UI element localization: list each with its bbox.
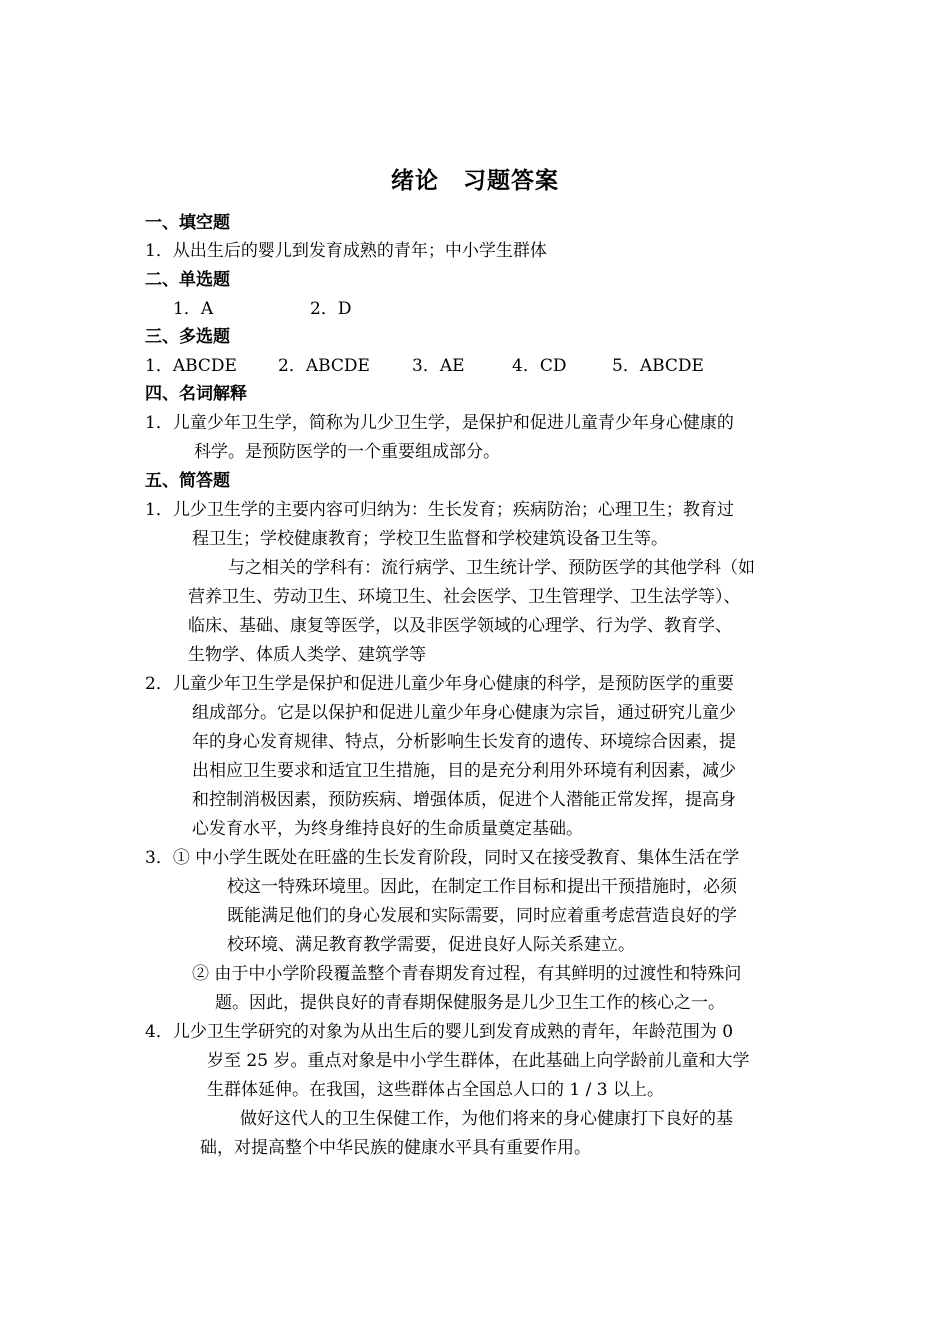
short-line: 4．儿少卫生学研究的对象为从出生后的婴儿到发育成熟的青年，年龄范围为 0	[145, 1022, 734, 1042]
section-heading-single: 二、单选题	[145, 270, 230, 290]
multi-answer-1: 1．ABCDE	[145, 356, 237, 376]
section-heading-fill: 一、填空题	[145, 213, 230, 233]
short-line: 程卫生；学校健康教育；学校卫生监督和学校建筑设备卫生等。	[192, 529, 668, 549]
short-line: 营养卫生、劳动卫生、环境卫生、社会医学、卫生管理学、卫生法学等）、	[188, 587, 741, 607]
short-line: 生物学、体质人类学、建筑学等	[188, 645, 426, 665]
multi-answer-3: 3．AE	[412, 356, 465, 376]
section-heading-multi: 三、多选题	[145, 327, 230, 347]
short-line: 做好这代人的卫生保健工作，为他们将来的身心健康打下良好的基	[240, 1109, 733, 1129]
short-line: 出相应卫生要求和适宜卫生措施，目的是充分利用外环境有利因素，减少	[192, 761, 736, 781]
page-title: 绪论 习题答案	[391, 168, 559, 194]
fill-answer-1: 1．从出生后的婴儿到发育成熟的青年；中小学生群体	[145, 241, 547, 261]
short-line: 和控制消极因素，预防疾病、增强体质，促进个人潜能正常发挥，提高身	[192, 790, 736, 810]
short-line: 3．① 中小学生既处在旺盛的生长发育阶段，同时又在接受教育、集体生活在学	[145, 848, 740, 868]
terms-line-2: 科学。是预防医学的一个重要组成部分。	[194, 442, 500, 462]
section-heading-short: 五、简答题	[145, 471, 230, 491]
short-line: 与之相关的学科有：流行病学、卫生统计学、预防医学的其他学科（如	[228, 558, 755, 578]
short-line: 岁至 25 岁。重点对象是中小学生群体，在此基础上向学龄前儿童和大学	[207, 1051, 750, 1071]
multi-answer-4: 4．CD	[512, 356, 567, 376]
short-line: 校这一特殊环境里。因此，在制定工作目标和提出干预措施时，必须	[227, 877, 737, 897]
short-line: 1．儿少卫生学的主要内容可归纳为：生长发育；疾病防治；心理卫生；教育过	[145, 500, 734, 520]
short-line: 2．儿童少年卫生学是保护和促进儿童少年身心健康的科学，是预防医学的重要	[145, 674, 734, 694]
short-line: 临床、基础、康复等医学，以及非医学领域的心理学、行为学、教育学、	[188, 616, 732, 636]
multi-answer-5: 5．ABCDE	[612, 356, 704, 376]
short-line: 生群体延伸。在我国，这些群体占全国总人口的 1 / 3 以上。	[207, 1080, 664, 1100]
single-answer-2: 2．D	[310, 299, 352, 319]
section-heading-terms: 四、名词解释	[145, 384, 247, 404]
single-answer-1: 1．A	[173, 299, 214, 319]
short-line: ② 由于中小学阶段覆盖整个青春期发育过程，有其鲜明的过渡性和特殊问	[192, 964, 742, 984]
terms-line-1: 1．儿童少年卫生学，简称为儿少卫生学，是保护和促进儿童青少年身心健康的	[145, 413, 734, 433]
short-line: 组成部分。它是以保护和促进儿童少年身心健康为宗旨，通过研究儿童少	[192, 703, 736, 723]
short-line: 心发育水平，为终身维持良好的生命质量奠定基础。	[192, 819, 583, 839]
short-line: 既能满足他们的身心发展和实际需要，同时应着重考虑营造良好的学	[227, 906, 737, 926]
short-line: 校环境、满足教育教学需要，促进良好人际关系建立。	[227, 935, 635, 955]
short-line: 础，对提高整个中华民族的健康水平具有重要作用。	[200, 1138, 591, 1158]
short-line: 年的身心发育规律、特点，分析影响生长发育的遗传、环境综合因素，提	[192, 732, 736, 752]
short-line: 题。因此，提供良好的青春期保健服务是儿少卫生工作的核心之一。	[215, 993, 725, 1013]
multi-answer-2: 2．ABCDE	[278, 356, 370, 376]
